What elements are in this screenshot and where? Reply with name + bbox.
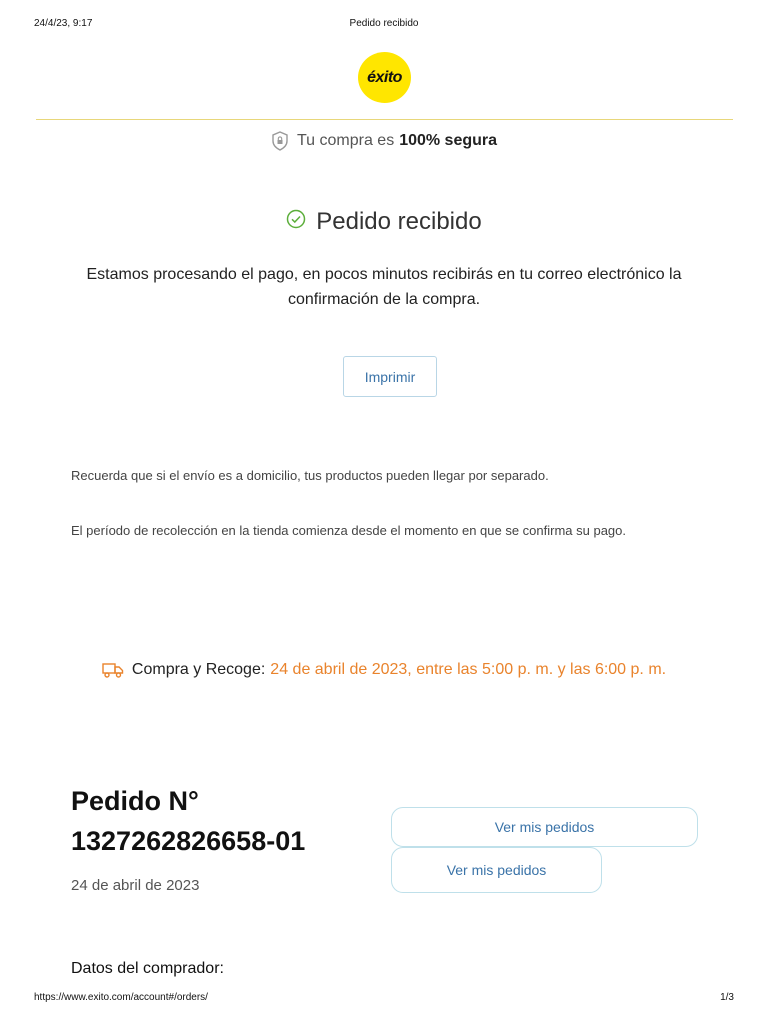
order-date: 24 de abril de 2023 [71, 877, 200, 894]
order-status-title [0, 208, 768, 236]
print-date: 24/4/23, 9:17 [34, 18, 93, 29]
delivery-note: Recuerda que si el envío es a domicilio, tus productos pueden llegar por separado. [71, 468, 549, 483]
logo-text: éxito [367, 68, 402, 86]
processing-message: Estamos procesando el pago, en pocos minutos recibirás en tu correo electrónico la confirmación de la compra. [86, 266, 682, 308]
exito-logo[interactable] [358, 52, 411, 103]
pickup-info [0, 661, 768, 679]
truck-icon [102, 662, 124, 678]
print-button[interactable]: Imprimir [343, 356, 437, 397]
pickup-value: 24 de abril de 2023, entre las 5:00 p. m. y las 6:00 p. m. [270, 661, 667, 678]
buyer-data-heading: Datos del comprador: [71, 960, 224, 977]
pickup-period-note: El período de recolección en la tienda comienza desde el momento en que se confirma su pago. [71, 523, 627, 538]
footer-url: https://www.exito.com/account#/orders/ [34, 992, 208, 1003]
order-number: Pedido N° 1327262826658-01 [71, 786, 306, 856]
check-circle-icon [286, 209, 306, 229]
pickup-label: Compra y Recoge: [131, 661, 266, 678]
view-orders-button-secondary[interactable]: Ver mis pedidos [391, 847, 602, 893]
view-orders-button[interactable]: Ver mis pedidos [391, 807, 698, 847]
status-title-text: Pedido recibido [316, 208, 482, 235]
secure-purchase-banner [0, 128, 768, 154]
secure-bold: 100% segura [399, 132, 498, 149]
print-header [0, 18, 768, 32]
secure-prefix: Tu compra es [296, 132, 395, 149]
print-title: Pedido recibido [349, 18, 419, 29]
shield-lock-icon [271, 131, 289, 151]
print-footer [0, 992, 768, 1006]
header-divider [36, 119, 733, 120]
footer-page-number: 1/3 [720, 992, 734, 1003]
